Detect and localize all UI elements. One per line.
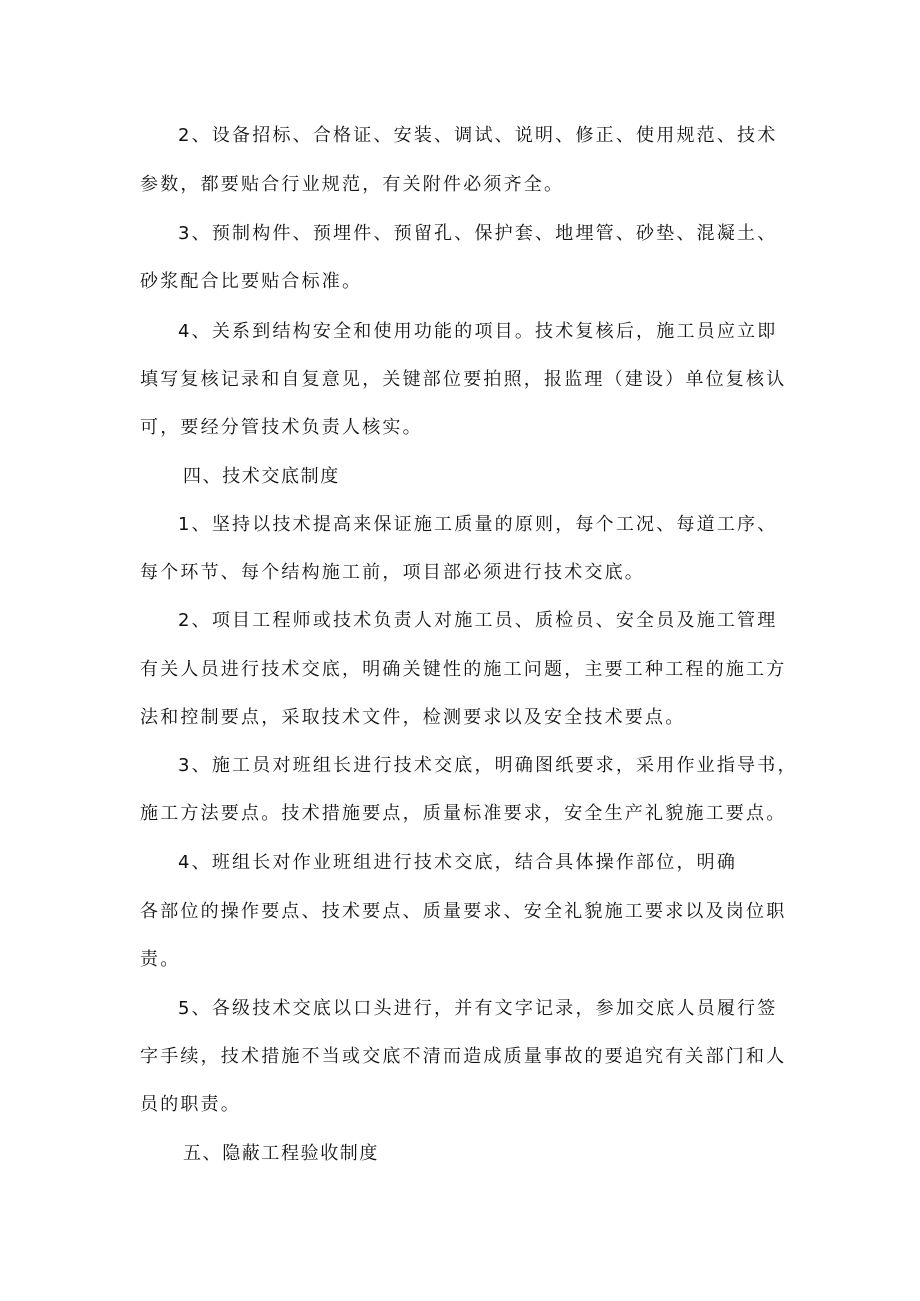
paragraph-2-line-1: 2、设备招标、合格证、安装、调试、说明、修正、使用规范、技术 <box>178 125 778 146</box>
paragraph-2-line-2: 参数，都要贴合行业规范，有关附件必须齐全。 <box>140 174 565 195</box>
item-2-line-3: 法和控制要点，采取技术文件，检测要求以及安全技术要点。 <box>140 707 686 728</box>
item-5-line-3: 员的职责。 <box>140 1094 241 1115</box>
paragraph-3-line-2: 砂浆配合比要贴合标准。 <box>140 271 363 292</box>
paragraph-3-line-1: 3、预制构件、预埋件、预留孔、保护套、地埋管、砂垫、混凝土、 <box>178 223 778 244</box>
paragraph-4-line-1: 4、关系到结构安全和使用功能的项目。技术复核后，施工员应立即 <box>178 321 778 342</box>
item-5-line-2: 字手续，技术措施不当或交底不清而造成质量事故的要追究有关部门和人 <box>140 1046 787 1067</box>
section-heading-4: 四、技术交底制度 <box>183 466 340 487</box>
item-1-line-2: 每个环节、每个结构施工前，项目部必须进行技术交底。 <box>140 562 645 583</box>
paragraph-4-line-3: 可，要经分管技术负责人核实。 <box>140 417 423 438</box>
item-2-line-1: 2、项目工程师或技术负责人对施工员、质检员、安全员及施工管理 <box>178 610 778 631</box>
paragraph-4-line-2: 填写复核记录和自复意见，关键部位要拍照，报监理（建设）单位复核认 <box>140 369 787 390</box>
section-heading-5: 五、隐蔽工程验收制度 <box>183 1143 379 1164</box>
item-3-line-1: 3、施工员对班组长进行技术交底，明确图纸要求，采用作业指导书， <box>178 755 798 776</box>
item-4-line-2: 各部位的操作要点、技术要点、质量要求、安全礼貌施工要求以及岗位职 <box>140 901 787 922</box>
item-5-line-1: 5、各级技术交底以口头进行，并有文字记录，参加交底人员履行签 <box>178 998 778 1019</box>
item-1-line-1: 1、坚持以技术提高来保证施工质量的原则，每个工况、每道工序、 <box>178 514 778 535</box>
item-4-line-1: 4、班组长对作业班组进行技术交底，结合具体操作部位，明确 <box>178 852 738 873</box>
item-2-line-2: 有关人员进行技术交底，明确关键性的施工问题，主要工种工程的施工方 <box>140 659 787 680</box>
item-3-line-2: 施工方法要点。技术措施要点，质量标准要求，安全生产礼貌施工要点。 <box>140 803 787 824</box>
item-4-line-3: 责。 <box>140 949 181 970</box>
